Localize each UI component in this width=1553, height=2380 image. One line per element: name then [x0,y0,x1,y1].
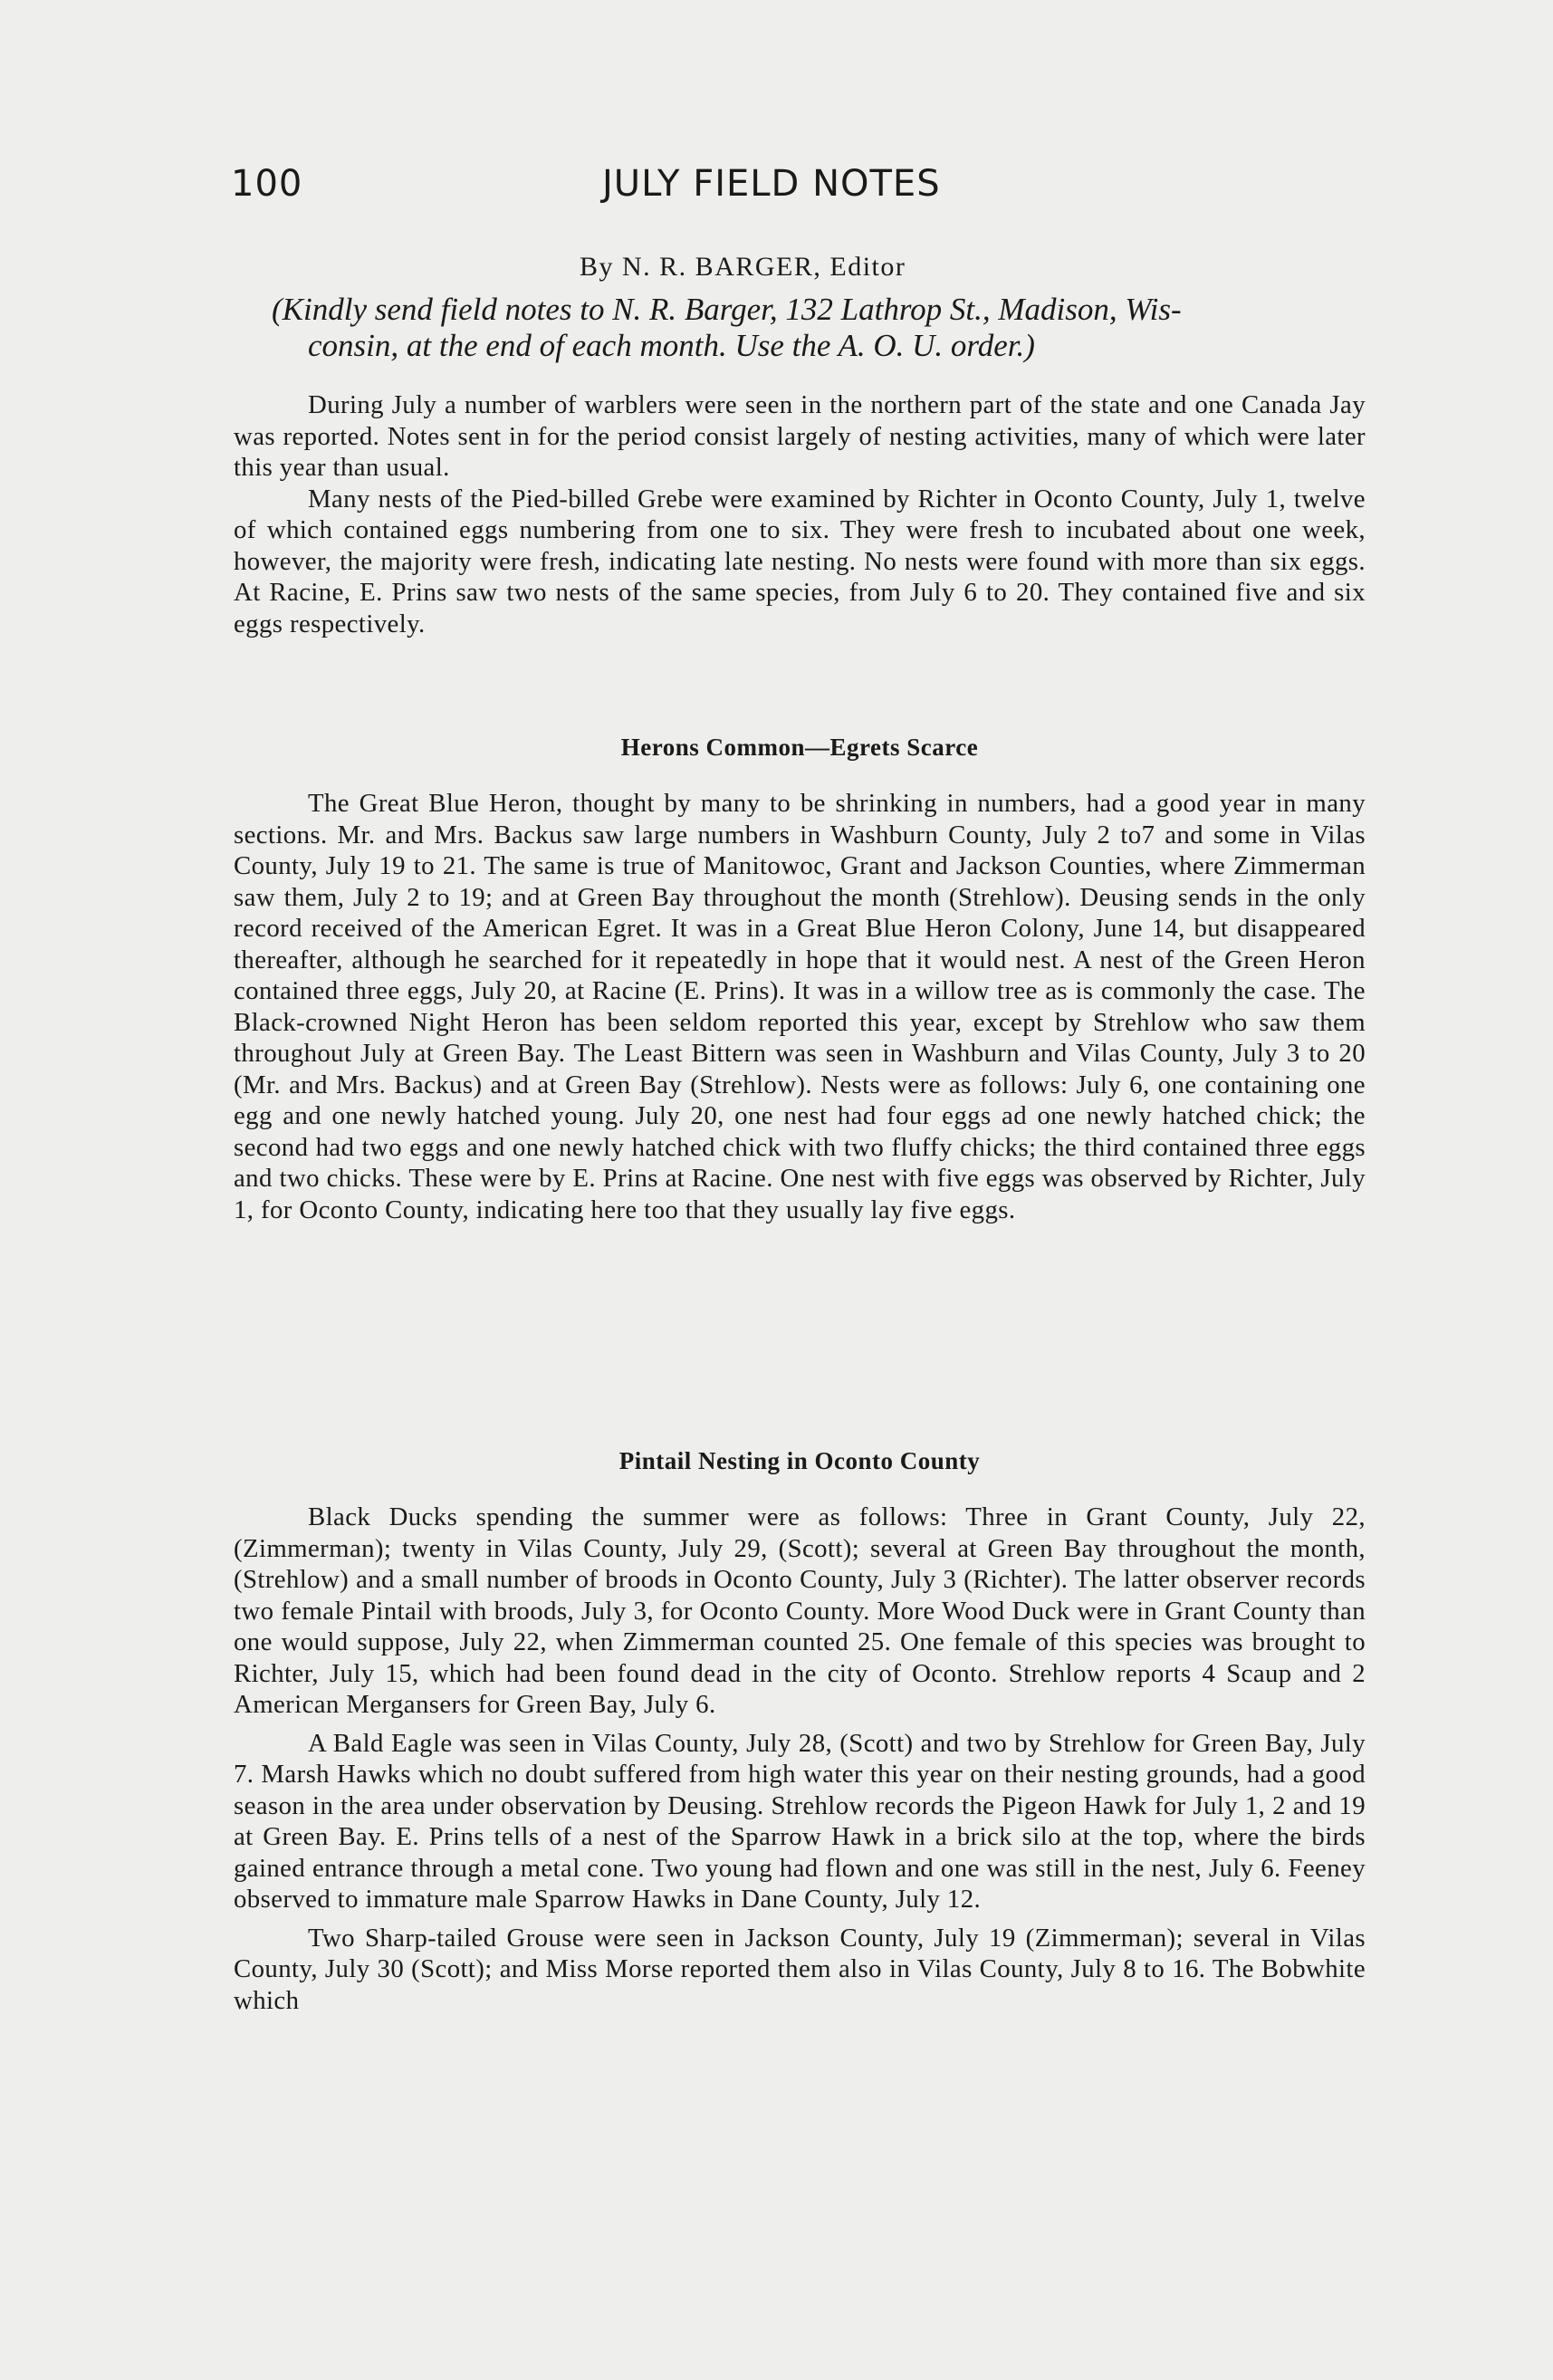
section-herons [234,788,1366,1225]
intro-text [234,389,1366,639]
paragraph: Black Ducks spending the summer were as follows: Three in Grant County, July 22, (Zimmerman); twenty in Vilas County, July 29, (Scott); several at Green Bay throughout the month, (Strehlow) and a small number of broods in Oconto County, July 3 (Richter). The latter observer records two female Pintail with broods, July 3, for Oconto County. More Wood Duck were in Grant County than one would suppose, July 22, when Zimmerman counted 25. One female of this species was brought to Richter, July 15, which had been found dead in the city of Oconto. Strehlow reports 4 Scaup and 2 American Mergansers for Green Bay, July 6. [234,1502,1366,1719]
paragraph: Two Sharp-tailed Grouse were seen in Jackson County, July 19 (Zimmerman); several in Vilas County, July 30 (Scott); and Miss Morse reported them also in Vilas County, July 8 to 16. The Bobwhite which [234,1923,1366,2015]
instructions-line: (Kindly send field notes to N. R. Barger, 132 Lathrop St., Madison, Wis- [272,292,1182,327]
byline: By N. R. BARGER, Editor [580,252,906,282]
submission-instructions [272,292,1340,364]
section-pintail [234,1502,1366,2016]
page-number: 100 [231,163,303,205]
paragraph: During July a number of warblers were seen in the northern part of the state and one Canada Jay was reported. Notes sent in for the period consist largely of nesting activities, many of which were later this year than usual. [234,390,1366,482]
paragraph: The Great Blue Heron, thought by many to be shrinking in numbers, had a good year in many sections. Mr. and Mrs. Backus saw large numbers in Washburn County, July 2 to7 and some in Vilas County, July 19 to 21. The same is true of Manitowoc, Grant and Jackson Counties, where Zimmerman saw them, July 2 to 19; and at Green Bay throughout the month (Strehlow). Deusing sends in the only record received of the American Egret. It was in a Great Blue Heron Colony, June 14, but disappeared thereafter, although he searched for it repeatedly in hope that it would nest. A nest of the Green Heron contained three eggs, July 20, at Racine (E. Prins). It was in a willow tree as is commonly the case. The Black-crowned Night Heron has been seldom reported this year, except by Strehlow who saw them throughout July at Green Bay. The Least Bittern was seen in Washburn and Vilas County, July 3 to 20 (Mr. and Mrs. Backus) and at Green Bay (Strehlow). Nests were as follows: July 6, one containing one egg and one newly hatched young. July 20, one nest had four eggs ad one newly hatched chick; the second had two eggs and one newly hatched chick with two fluffy chicks; the third contained three eggs and two chicks. These were by E. Prins at Racine. One nest with five eggs was observed by Richter, July 1, for Oconto County, indicating here too that they usually lay five eggs. [234,789,1366,1224]
section-heading: Herons Common—Egrets Scarce [620,734,979,761]
instructions-line: consin, at the end of each month. Use the A. O. U. order.) [308,328,1035,363]
page-title: JULY FIELD NOTES [602,163,941,205]
section-heading: Pintail Nesting in Oconto County [618,1447,981,1474]
paragraph: Many nests of the Pied-billed Grebe were examined by Richter in Oconto County, July 1, twelve of which contained eggs numbering from one to six. They were fresh to incubated about one week, however, the majority were fresh, indicating late nesting. No nests were found with more than six eggs. At Racine, E. Prins saw two nests of the same species, from July 6 to 20. They contained five and six eggs respectively. [234,484,1366,638]
paragraph: A Bald Eagle was seen in Vilas County, July 28, (Scott) and two by Strehlow for Green Bay, July 7. Marsh Hawks which no doubt suffered from high water this year on their nesting grounds, had a good season in the area under observation by Deusing. Strehlow records the Pigeon Hawk for July 1, 2 and 19 at Green Bay. E. Prins tells of a nest of the Sparrow Hawk in a brick silo at the top, where the birds gained entrance through a metal cone. Two young had flown and one was still in the nest, July 6. Feeney observed to immature male Sparrow Hawks in Dane County, July 12. [234,1728,1366,1914]
